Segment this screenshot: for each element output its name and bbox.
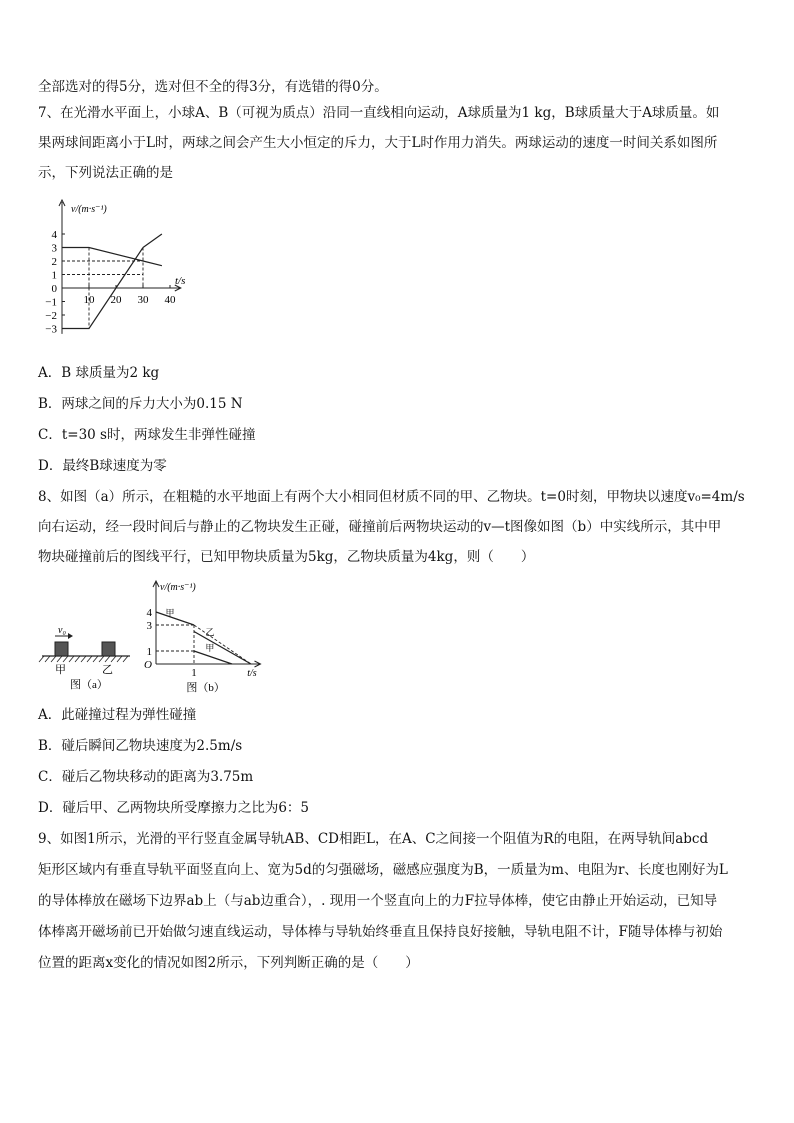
series-yi — [194, 632, 251, 665]
ground-hatch — [99, 656, 104, 662]
ground-hatch — [87, 656, 92, 662]
y-tick-label: 1 — [146, 646, 152, 658]
x-axis-label: t/s — [175, 275, 186, 287]
x-tick-label: 10 — [83, 294, 95, 306]
q7-option-a[interactable]: A．B 球质量为2 kg — [38, 365, 160, 381]
ground-hatch — [111, 656, 116, 662]
q7-line-2: 果两球间距离小于L时，两球之间会产生大小恒定的斥力，大于L时作用力消失。两球运动的速度一时间关系如图所 — [38, 135, 718, 151]
y-tick-label: 3 — [146, 620, 152, 632]
y-tick-label: 0 — [51, 283, 57, 295]
q9-line-4: 体棒离开磁场前已开始做匀速直线运动，导体棒与导轨始终垂直且保持良好接触，导轨电阻不计，F随导体棒与初始 — [38, 924, 723, 940]
q8-line-3: 物块碰撞前后的图线平行，已知甲物块质量为5kg，乙物块质量为4kg，则（ ） — [38, 549, 535, 565]
y-tick-label: 4 — [51, 229, 57, 241]
q7-line-1: 7、在光滑水平面上，小球A、B（可视为质点）沿同一直线相向运动，A球质量为1 kg，B球质量大于A球质量。如 — [38, 105, 720, 121]
ground-hatch — [45, 656, 50, 662]
q9-line-1: 9、如图1所示，光滑的平行竖直金属导轨AB、CD相距L，在A、C之间接一个阻值为R的电阻，在两导轨间abcd — [38, 831, 709, 847]
extension-dashed — [194, 625, 251, 664]
ground-hatch — [57, 656, 62, 662]
v0-arrow-head — [68, 633, 73, 639]
q7-option-c[interactable]: C．t=30 s时，两球发生非弹性碰撞 — [38, 427, 256, 443]
q8-option-d[interactable]: D．碰后甲、乙两物块所受摩擦力之比为6：5 — [38, 800, 310, 816]
y-tick-label: 3 — [51, 242, 57, 255]
series-upper — [62, 248, 162, 266]
x-tick-label: 30 — [137, 294, 149, 306]
series-label-jia-top: 甲 — [165, 607, 175, 618]
q8-figure-a — [38, 626, 138, 692]
series-label-jia: 甲 — [205, 643, 215, 653]
q9-line-2: 矩形区域内有垂直导轨平面竖直向上、宽为5d的匀强磁场，磁感应强度为B，一质量为m、电阻为r、长度也刚好为L — [38, 862, 728, 878]
q7-option-b[interactable]: B．两球之间的斥力大小为0.15 N — [38, 396, 243, 412]
caption-b: 图（b） — [186, 682, 225, 694]
y-tick-label: 2 — [51, 256, 57, 268]
label-yi: 乙 — [102, 664, 113, 676]
q8-option-b[interactable]: B．碰后瞬间乙物块速度为2.5m/s — [38, 738, 243, 754]
y-tick-label: −3 — [45, 323, 57, 336]
x-axis-label: t/s — [247, 668, 257, 679]
ground-hatch — [123, 656, 128, 662]
caption-a: 图（a） — [70, 679, 108, 691]
label-jia: 甲 — [55, 664, 66, 676]
series-jia-before — [156, 612, 194, 625]
ground-hatch — [63, 656, 68, 662]
ground-hatch — [105, 656, 110, 662]
q9-line-5: 位置的距离x变化的情况如图2所示，下列判断正确的是（ ） — [38, 955, 419, 971]
q8-option-a[interactable]: A．此碰撞过程为弹性碰撞 — [38, 707, 197, 723]
y-tick-label: −2 — [45, 310, 57, 322]
y-tick-label: 4 — [146, 607, 152, 619]
block-jia — [55, 642, 68, 656]
q8-line-1: 8、如图（a）所示，在粗糙的水平地面上有两个大小相同但材质不同的甲、乙物块。t=0时刻，甲物块以速度v₀=4m/s — [38, 489, 745, 505]
series-label-yi: 乙 — [205, 627, 215, 638]
q8-line-2: 向右运动，经一段时间后与静止的乙物块发生正碰，碰撞前后两物块运动的v—t图像如图（b）中实线所示，其中甲 — [38, 519, 722, 535]
ground-hatch — [69, 656, 74, 662]
series-upper-after — [143, 234, 162, 248]
ground-hatch — [39, 656, 44, 662]
ground-hatch — [93, 656, 98, 662]
q8-vt-graph — [138, 576, 268, 694]
y-axis-label: v/(m·s⁻¹) — [71, 204, 107, 215]
intro-text: 全部选对的得5分，选对但不全的得3分，有选错的得0分。 — [38, 79, 388, 95]
x-tick-label: 40 — [164, 294, 176, 306]
y-tick-label: −1 — [45, 296, 57, 309]
q8-option-c[interactable]: C．碰后乙物块移动的距离为3.75m — [38, 769, 254, 785]
ground-hatch — [51, 656, 56, 662]
ground-hatch — [81, 656, 86, 662]
v0-label: v₀ — [58, 626, 66, 636]
ground-hatch — [75, 656, 80, 662]
ground-hatch — [117, 656, 122, 662]
y-axis-label: v/(m·s⁻¹) — [160, 582, 196, 593]
x-tick-label: 1 — [191, 667, 197, 679]
block-yi — [102, 642, 115, 656]
x-tick-label: 20 — [110, 294, 122, 306]
q7-option-d[interactable]: D．最终B球速度为零 — [38, 458, 167, 474]
q7-line-3: 示，下列说法正确的是 — [38, 165, 173, 181]
q7-vt-graph — [40, 196, 220, 354]
origin-label: O — [144, 659, 152, 671]
y-tick-label: 1 — [51, 269, 57, 282]
q9-line-3: 的导体棒放在磁场下边界ab上（与ab边重合），. 现用一个竖直向上的力F拉导体棒，使它由静止开始运动，已知导 — [38, 893, 718, 909]
